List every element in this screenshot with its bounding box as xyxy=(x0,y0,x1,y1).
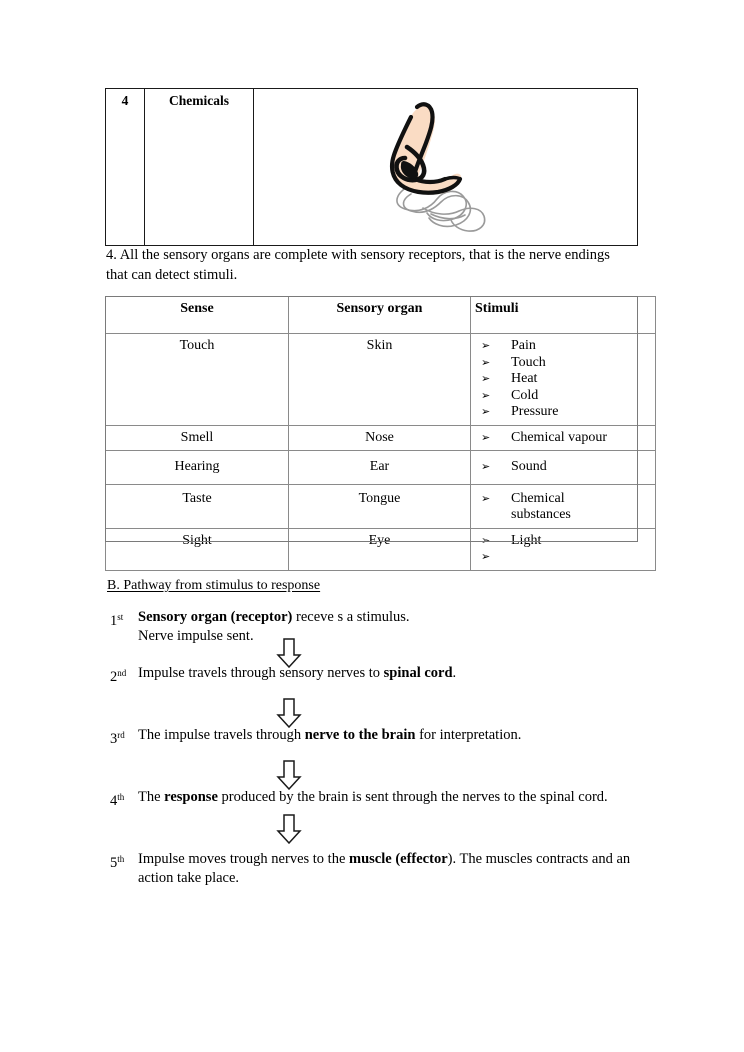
stimulus-text: Chemical substances xyxy=(511,490,571,522)
stimulus-table xyxy=(105,88,638,246)
stimulus-text: Pain xyxy=(511,338,536,353)
arrow-bullet-icon: ➢ xyxy=(481,355,491,369)
arrow-bullet-icon: ➢ xyxy=(481,491,491,505)
step-rest-text: receve s a stimulus. xyxy=(292,609,410,625)
table-row xyxy=(106,334,656,426)
step-number: 2nd xyxy=(110,668,127,685)
step-pre-text: Impulse moves trough nerves to the xyxy=(138,851,350,867)
stimuli-list xyxy=(475,430,653,447)
step-second-line: Nerve impulse sent. xyxy=(138,628,254,644)
step-bold-term: spinal cord xyxy=(383,665,453,681)
step-body xyxy=(138,726,640,745)
step-pre-text: The impulse travels through xyxy=(138,727,305,743)
cell-sense: Smell xyxy=(106,425,289,451)
table-row xyxy=(106,484,656,528)
table-row xyxy=(106,528,656,570)
stimuli-list xyxy=(475,459,653,476)
pathway-step-1 xyxy=(110,608,640,646)
step-number: 4th xyxy=(110,792,125,809)
step-post-text: . xyxy=(452,665,457,681)
cell-sense: Taste xyxy=(106,484,289,528)
cell-sense: Touch xyxy=(106,334,289,426)
cell-stimuli xyxy=(471,451,656,485)
cell-stimuli xyxy=(471,528,656,570)
arrow-bullet-icon: ➢ xyxy=(481,405,491,418)
pathway-step-3 xyxy=(110,726,640,745)
list-item xyxy=(475,338,653,355)
senses-table-body xyxy=(106,334,656,571)
step-number: 1st xyxy=(110,612,124,629)
step-number: 3rd xyxy=(110,730,125,747)
step-pre-text: The xyxy=(138,789,165,805)
stimulus-text: Pressure xyxy=(511,404,559,419)
stimulus-text: Heat xyxy=(511,371,538,386)
table-row xyxy=(106,425,656,451)
stimulus-text: Cold xyxy=(511,387,539,403)
step-bold-term: Sensory organ (receptor) xyxy=(138,609,293,625)
step-body xyxy=(138,788,640,807)
step-pre-text: Impulse travels through sensory nerves to xyxy=(138,665,384,681)
step-bold-term: nerve to the brain xyxy=(304,727,416,743)
stimulus-row-image-cell xyxy=(254,89,638,246)
arrow-bullet-icon: ➢ xyxy=(481,339,491,352)
arrow-bullet-icon: ➢ xyxy=(481,550,491,563)
column-header-sense: Sense xyxy=(106,297,289,334)
down-block-arrow-icon xyxy=(276,698,302,728)
stimuli-list xyxy=(475,338,653,421)
cell-sense: Sight xyxy=(106,528,289,570)
list-item xyxy=(475,549,653,566)
down-block-arrow-icon xyxy=(276,760,302,790)
stimuli-list xyxy=(475,533,653,566)
list-item xyxy=(475,388,653,405)
senses-table xyxy=(105,296,656,571)
step-post-text: produced by the brain is sent through the nerves to the spinal cord. xyxy=(217,789,608,805)
step-post-text: for interpretation. xyxy=(415,727,522,743)
arrow-bullet-icon: ➢ xyxy=(481,372,491,385)
paragraph-sensory-receptors: 4. All the sensory organs are complete with sensory receptors, that is the nerve endings that can detect stimuli. xyxy=(106,247,610,283)
step-post-text: ). The muscles contracts and an action take place. xyxy=(138,851,631,886)
cell-organ: Eye xyxy=(289,528,471,570)
pathway-step-5 xyxy=(110,850,640,888)
cell-sense: Hearing xyxy=(106,451,289,485)
pathway-step-4 xyxy=(110,788,640,807)
step-bold-term: response xyxy=(164,789,218,805)
cell-stimuli xyxy=(471,425,656,451)
table-row xyxy=(106,89,638,246)
cell-organ: Tongue xyxy=(289,484,471,528)
cell-stimuli xyxy=(471,334,656,426)
list-item xyxy=(475,404,653,421)
arrow-bullet-icon: ➢ xyxy=(481,388,491,402)
senses-table-header-row xyxy=(106,297,656,334)
cell-stimuli xyxy=(471,484,656,528)
step-bold-term: muscle (effector xyxy=(349,851,448,867)
step-body xyxy=(138,664,640,683)
list-item xyxy=(475,491,597,524)
arrow-bullet-icon: ➢ xyxy=(481,460,491,473)
list-item xyxy=(475,355,653,372)
table-row xyxy=(106,451,656,485)
stimulus-row-number: 4 xyxy=(106,89,145,246)
stimuli-list xyxy=(475,491,653,524)
step-body xyxy=(138,850,640,888)
pathway-step-2 xyxy=(110,664,640,683)
step-body xyxy=(138,608,640,646)
list-item xyxy=(475,371,653,388)
down-block-arrow-icon xyxy=(276,814,302,844)
arrow-bullet-icon: ➢ xyxy=(481,430,491,444)
cell-organ: Ear xyxy=(289,451,471,485)
stimulus-text: Sound xyxy=(511,459,547,474)
stimulus-text: Touch xyxy=(511,354,546,370)
list-item xyxy=(475,533,653,550)
column-header-stimuli: Stimuli xyxy=(471,297,656,334)
list-item xyxy=(475,459,653,476)
column-header-sensory-organ: Sensory organ xyxy=(289,297,471,334)
stimulus-row-label: Chemicals xyxy=(145,89,254,246)
arrow-bullet-icon: ➢ xyxy=(481,533,491,547)
list-item xyxy=(475,430,653,447)
nose-image-wrapper xyxy=(254,89,637,241)
cell-organ: Nose xyxy=(289,425,471,451)
stimulus-text: Chemical vapour xyxy=(511,429,608,445)
nose-smelling-vapour-illustration xyxy=(371,95,521,237)
cell-organ: Skin xyxy=(289,334,471,426)
section-b-heading: B. Pathway from stimulus to response xyxy=(107,578,321,593)
stimulus-text: Light xyxy=(511,532,542,548)
step-number: 5th xyxy=(110,854,125,871)
